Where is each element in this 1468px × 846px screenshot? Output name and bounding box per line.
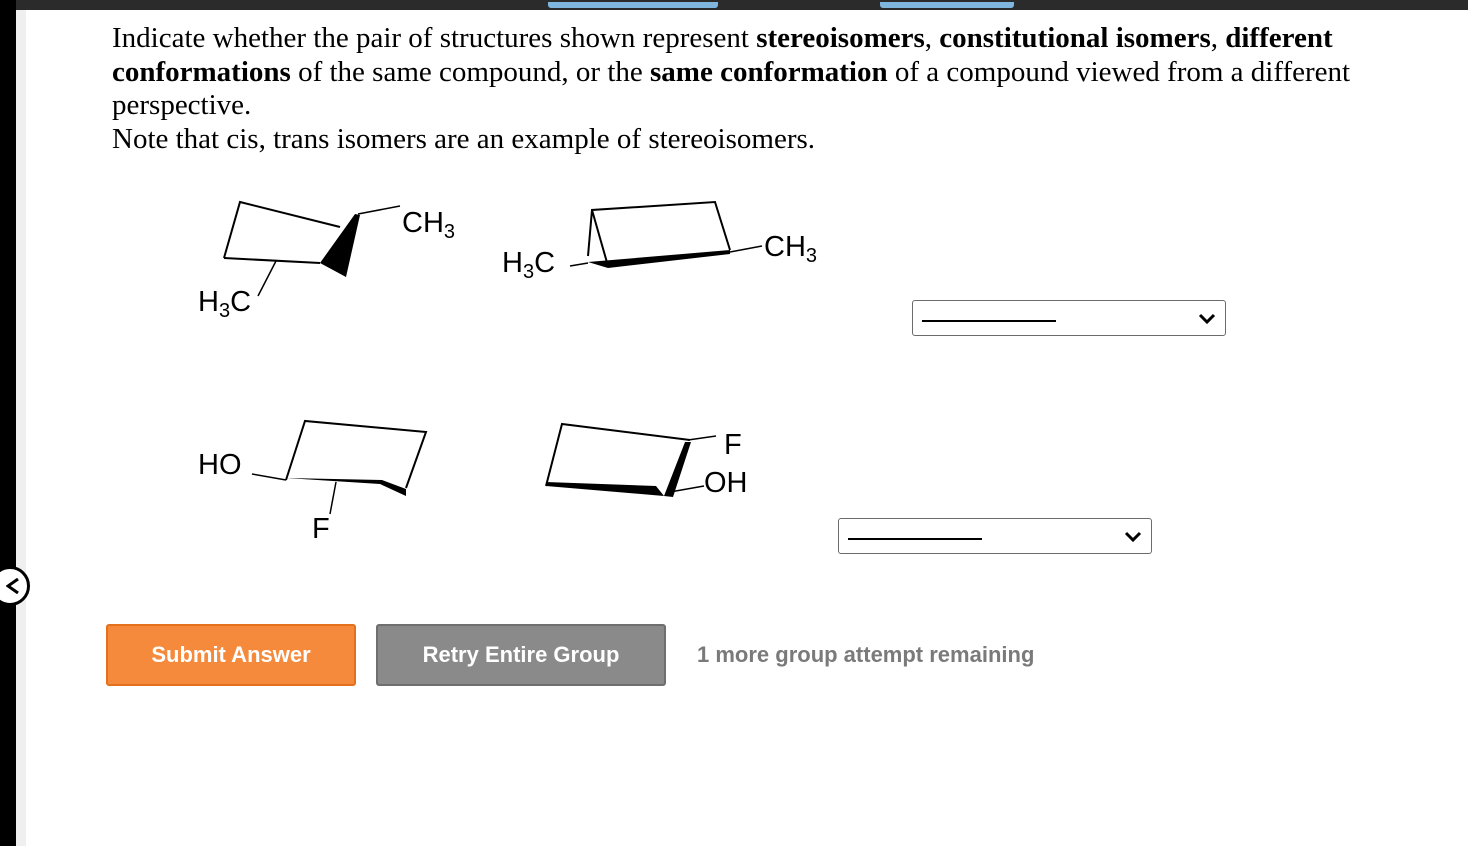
structure-1-right-substituent-right: $CH_3$ (764, 231, 818, 267)
references-tab[interactable] (880, 2, 1014, 8)
submit-answer-button[interactable]: Submit Answer (106, 624, 356, 686)
structure-2-left-substituent-fluoro: F (312, 513, 330, 545)
question-keyword: stereoisomers (756, 22, 925, 54)
question-prompt (112, 22, 1432, 123)
question-note: Note that cis, trans isomers are an example of stereoisomers. (112, 122, 816, 155)
question-text-segment: , (924, 22, 940, 54)
chevron-left-icon (6, 578, 22, 594)
structure-1-left-substituent-bottom: $H_3C$ (198, 286, 252, 322)
question-keyword: different conformations (112, 22, 1333, 88)
answer-select-2[interactable] (838, 518, 1152, 554)
structure-1-right-substituent-left: $H_3C$ (502, 247, 556, 283)
retry-entire-group-button[interactable]: Retry Entire Group (376, 624, 666, 686)
chevron-down-icon (1198, 312, 1216, 326)
question-keyword: constitutional isomers (939, 22, 1211, 54)
question-text-segment: of a compound viewed from a different perspective. (112, 55, 1351, 121)
answer-select-1[interactable] (912, 300, 1226, 336)
question-text-segment: Indicate whether the pair of structures shown represent (112, 22, 757, 54)
left-rail (0, 0, 16, 846)
structure-1-left-substituent-top: $CH_3$ (402, 207, 456, 243)
question-text-segment: , (1210, 22, 1226, 54)
structure-1-right (500, 190, 840, 290)
left-gutter (16, 10, 26, 846)
review-topics-tab[interactable] (548, 2, 718, 8)
structure-2-right-substituent-fluoro: F (724, 429, 742, 461)
attempts-remaining-text: 1 more group attempt remaining (697, 642, 1035, 667)
answer-select-2-blank (848, 538, 982, 540)
structure-1-left (190, 190, 480, 330)
structure-2-right (540, 410, 780, 510)
chevron-down-icon (1124, 530, 1142, 544)
question-keyword: same conformation (650, 55, 888, 88)
answer-select-1-blank (922, 320, 1056, 322)
structure-2-right-substituent-hydroxyl: OH (704, 467, 748, 499)
structure-2-left-substituent-hydroxyl: HO (198, 449, 242, 481)
question-text (112, 22, 1432, 156)
question-text-segment: of the same compound, or the (290, 55, 651, 88)
structure-2-left (190, 410, 450, 550)
top-navigation-bar (0, 0, 1468, 10)
